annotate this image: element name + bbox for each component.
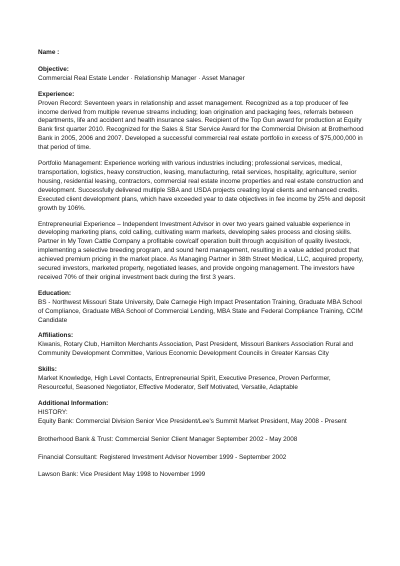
experience-section	[38, 91, 368, 283]
education-section	[38, 290, 368, 326]
history-label: HISTORY:	[38, 408, 68, 416]
skills-section	[38, 366, 368, 393]
objective-text: Commercial Real Estate Lender · Relationship Manager · Asset Manager	[38, 74, 245, 82]
history-entry: Brotherhood Bank & Trust: Commercial Senior Client Manager September 2002 - May 2008	[38, 435, 298, 443]
additional-section	[38, 400, 368, 480]
affiliations-text: Kiwanis, Rotary Club, Hamilton Merchants Association, Past President, Missouri Bankers Association Rural and Community Development Committee, Various Economic Development Councils in Greater Kansas City	[38, 341, 354, 358]
experience-paragraph: Proven Record: Seventeen years in relationship and asset management. Recognized as a top producer of fee income derived from multiple revenue streams including; loan origination and packaging fees, referrals between departments, life and accident and health insurance sales. Recipient of the Top Gun award for production at Equity Bank first quarter 2010. Recognized for the Sales & Star Service Award for the Commercial Division at Brotherhood Bank in 2005, 2006 and 2007. Developed a successful commercial real estate portfolio in excess of $75,000,000 in that period of time.	[38, 99, 364, 152]
name-label: Name :	[38, 49, 60, 56]
experience-heading: Experience:	[38, 90, 75, 98]
experience-paragraph: Entrepreneurial Experience – Independent Investment Advisor in over two years gained valuable experience in developing marketing plans, cold calling, cultivating warm markets, developing sales process and closing skills. Partner in My Town Cattle Company a profitable cow/calf operation built through acquisition of quality livestock, implementing a selective breeding program, and sound herd management, resulting in a value added product that achieved premium pricing in the market place. As Managing Partner in 38th Street Medical, LLC, acquired property, secured investors, marketed property, negotiated leases, and provide ongoing management. The investors have received 70% of their original investment back during the first 3 years.	[38, 220, 364, 281]
skills-text: Market Knowledge, High Level Contacts, Entrepreneurial Spirit, Executive Presence, Proven Performer, Resourceful, Seasoned Negotiator, Effective Moderator, Self Motivated, Versatile, Adaptable	[38, 375, 331, 391]
additional-heading: Additional Information:	[38, 399, 109, 407]
objective-heading: Objective:	[38, 65, 69, 73]
history-entry: Lawson Bank: Vice President May 1998 to November 1999	[38, 471, 206, 479]
education-heading: Education:	[38, 289, 72, 297]
name-field	[38, 49, 368, 58]
objective-section	[38, 66, 368, 84]
skills-heading: Skills:	[38, 366, 57, 374]
affiliations-section	[38, 332, 368, 359]
education-text: BS - Northwest Missouri State University, Dale Carnegie High Impact Presentation Training, Graduate MBA School of Compliance, Graduate MBA School of Commercial Lending, MBA State and Federal Compliance Training, CCIM Candidate	[38, 298, 363, 324]
affiliations-heading: Affiliations:	[38, 332, 74, 340]
history-entry: Equity Bank: Commercial Division Senior Vice President/Lee's Summit Market President, May 2008 - Present	[38, 417, 347, 425]
history-entry: Financial Consultant: Registered Investment Advisor November 1999 - September 2002	[38, 453, 287, 461]
experience-paragraph: Portfolio Management: Experience working with various industries including; professional services, medical, transportation, logistics, heavy construction, leasing, manufacturing, retail services, hospitality, agriculture, senior housing, residential leasing, contractors, commercial real estate income properties and real estate construction and development. Successfully delivered multiple SBA and USDA projects creating loyal clients and enhanced credits. Executed client development plans, which have exceeded year to date objectives in fee income by 25% and deposit growth by 106%.	[38, 160, 366, 212]
